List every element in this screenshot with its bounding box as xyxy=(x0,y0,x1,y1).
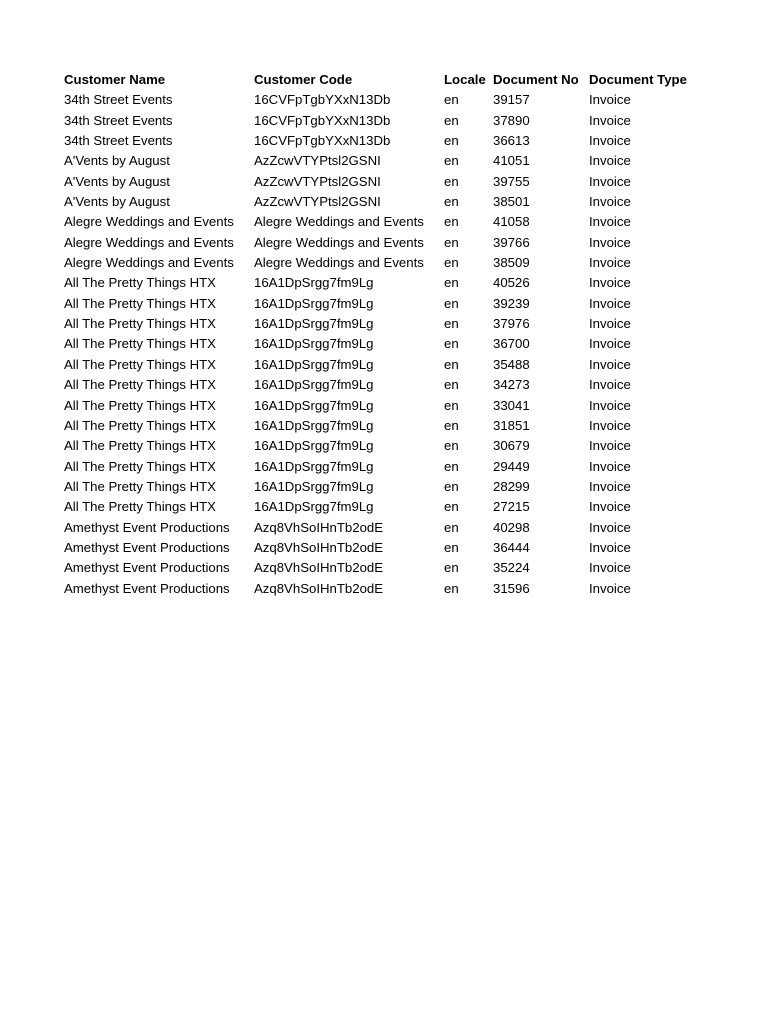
cell-document-no: 38501 xyxy=(493,194,530,210)
cell-document-no: 31596 xyxy=(493,580,530,596)
table-row xyxy=(64,518,744,538)
cell-customer-code: Alegre Weddings and Events xyxy=(254,255,424,271)
table-row xyxy=(64,314,744,334)
cell-customer-code: Azq8VhSoIHnTb2odE xyxy=(254,560,384,576)
table-row xyxy=(64,375,744,395)
cell-document-no: 39755 xyxy=(493,173,530,189)
cell-customer-name: Amethyst Event Productions xyxy=(64,580,230,596)
table-row xyxy=(64,538,744,558)
cell-document-type: Invoice xyxy=(589,377,631,393)
cell-document-no: 39239 xyxy=(493,295,530,311)
cell-locale: en xyxy=(444,539,459,555)
cell-document-type: Invoice xyxy=(589,519,631,535)
table-row xyxy=(64,416,744,436)
cell-customer-code: 16CVFpTgbYXxN13Db xyxy=(254,112,391,128)
cell-locale: en xyxy=(444,275,459,291)
cell-customer-name: All The Pretty Things HTX xyxy=(64,316,216,332)
cell-locale: en xyxy=(444,153,459,169)
cell-locale: en xyxy=(444,580,459,596)
cell-customer-code: 16A1DpSrgg7fm9Lg xyxy=(254,275,374,291)
cell-document-type: Invoice xyxy=(589,458,631,474)
cell-customer-code: AzZcwVTYPtsl2GSNI xyxy=(254,153,381,169)
cell-locale: en xyxy=(444,214,459,230)
cell-document-type: Invoice xyxy=(589,478,631,494)
table-row xyxy=(64,192,744,212)
cell-document-no: 27215 xyxy=(493,499,530,515)
cell-customer-code: Azq8VhSoIHnTb2odE xyxy=(254,539,384,555)
cell-document-type: Invoice xyxy=(589,316,631,332)
table-row xyxy=(64,172,744,192)
cell-document-type: Invoice xyxy=(589,438,631,454)
cell-document-type: Invoice xyxy=(589,92,631,108)
cell-document-type: Invoice xyxy=(589,234,631,250)
cell-customer-name: All The Pretty Things HTX xyxy=(64,458,216,474)
cell-customer-code: 16A1DpSrgg7fm9Lg xyxy=(254,295,374,311)
table-row xyxy=(64,497,744,517)
cell-customer-name: A'Vents by August xyxy=(64,173,170,189)
customer-documents-table xyxy=(64,70,744,599)
cell-document-type: Invoice xyxy=(589,153,631,169)
cell-locale: en xyxy=(444,316,459,332)
cell-customer-code: Azq8VhSoIHnTb2odE xyxy=(254,580,384,596)
cell-locale: en xyxy=(444,356,459,372)
cell-document-type: Invoice xyxy=(589,560,631,576)
cell-locale: en xyxy=(444,234,459,250)
cell-document-no: 36613 xyxy=(493,133,530,149)
cell-document-type: Invoice xyxy=(589,356,631,372)
cell-document-type: Invoice xyxy=(589,173,631,189)
cell-customer-code: Alegre Weddings and Events xyxy=(254,214,424,230)
cell-customer-code: 16A1DpSrgg7fm9Lg xyxy=(254,397,374,413)
table-row xyxy=(64,90,744,110)
cell-document-no: 34273 xyxy=(493,377,530,393)
cell-locale: en xyxy=(444,295,459,311)
cell-locale: en xyxy=(444,112,459,128)
table-row xyxy=(64,579,744,599)
table-row xyxy=(64,355,744,375)
cell-locale: en xyxy=(444,478,459,494)
cell-document-type: Invoice xyxy=(589,580,631,596)
header-document-type: Document Type xyxy=(589,72,687,87)
table-row xyxy=(64,212,744,232)
cell-customer-name: A'Vents by August xyxy=(64,153,170,169)
cell-locale: en xyxy=(444,397,459,413)
cell-document-no: 31851 xyxy=(493,417,530,433)
cell-locale: en xyxy=(444,560,459,576)
cell-locale: en xyxy=(444,519,459,535)
header-customer-name: Customer Name xyxy=(64,72,166,87)
cell-customer-name: Alegre Weddings and Events xyxy=(64,234,234,250)
cell-document-no: 40526 xyxy=(493,275,530,291)
cell-document-type: Invoice xyxy=(589,417,631,433)
cell-customer-code: AzZcwVTYPtsl2GSNI xyxy=(254,173,381,189)
cell-customer-name: All The Pretty Things HTX xyxy=(64,417,216,433)
cell-document-no: 39157 xyxy=(493,92,530,108)
cell-customer-code: 16CVFpTgbYXxN13Db xyxy=(254,133,391,149)
cell-document-type: Invoice xyxy=(589,295,631,311)
cell-locale: en xyxy=(444,194,459,210)
table-row xyxy=(64,253,744,273)
cell-customer-name: Amethyst Event Productions xyxy=(64,560,230,576)
cell-customer-name: All The Pretty Things HTX xyxy=(64,295,216,311)
cell-customer-code: 16A1DpSrgg7fm9Lg xyxy=(254,336,374,352)
cell-document-no: 41058 xyxy=(493,214,530,230)
table-row xyxy=(64,558,744,578)
cell-customer-code: 16A1DpSrgg7fm9Lg xyxy=(254,478,374,494)
cell-document-no: 41051 xyxy=(493,153,530,169)
cell-locale: en xyxy=(444,336,459,352)
cell-customer-name: All The Pretty Things HTX xyxy=(64,356,216,372)
table-row xyxy=(64,396,744,416)
cell-document-type: Invoice xyxy=(589,336,631,352)
cell-document-type: Invoice xyxy=(589,539,631,555)
cell-customer-name: 34th Street Events xyxy=(64,92,173,108)
cell-document-no: 30679 xyxy=(493,438,530,454)
cell-locale: en xyxy=(444,173,459,189)
table-row xyxy=(64,457,744,477)
cell-document-type: Invoice xyxy=(589,275,631,291)
header-row xyxy=(64,70,744,90)
cell-document-type: Invoice xyxy=(589,397,631,413)
cell-locale: en xyxy=(444,417,459,433)
cell-locale: en xyxy=(444,255,459,271)
cell-customer-code: AzZcwVTYPtsl2GSNI xyxy=(254,194,381,210)
header-customer-code: Customer Code xyxy=(254,72,353,87)
cell-locale: en xyxy=(444,92,459,108)
cell-customer-name: All The Pretty Things HTX xyxy=(64,397,216,413)
cell-customer-code: 16A1DpSrgg7fm9Lg xyxy=(254,499,374,515)
cell-customer-code: 16A1DpSrgg7fm9Lg xyxy=(254,356,374,372)
cell-document-no: 38509 xyxy=(493,255,530,271)
table-row xyxy=(64,334,744,354)
spreadsheet-page xyxy=(64,70,744,599)
table-row xyxy=(64,151,744,171)
header-locale: Locale xyxy=(444,72,486,87)
table-body xyxy=(64,90,744,599)
cell-document-no: 33041 xyxy=(493,397,530,413)
table-row xyxy=(64,233,744,253)
cell-customer-name: Amethyst Event Productions xyxy=(64,539,230,555)
cell-customer-code: 16A1DpSrgg7fm9Lg xyxy=(254,458,374,474)
cell-customer-code: 16A1DpSrgg7fm9Lg xyxy=(254,438,374,454)
cell-document-type: Invoice xyxy=(589,214,631,230)
cell-customer-name: All The Pretty Things HTX xyxy=(64,478,216,494)
cell-locale: en xyxy=(444,438,459,454)
table-row xyxy=(64,111,744,131)
table-row xyxy=(64,294,744,314)
cell-locale: en xyxy=(444,458,459,474)
cell-document-no: 28299 xyxy=(493,478,530,494)
cell-customer-name: Alegre Weddings and Events xyxy=(64,255,234,271)
cell-document-no: 35488 xyxy=(493,356,530,372)
cell-document-no: 39766 xyxy=(493,234,530,250)
cell-document-no: 35224 xyxy=(493,560,530,576)
table-row xyxy=(64,477,744,497)
cell-customer-code: Azq8VhSoIHnTb2odE xyxy=(254,519,384,535)
cell-locale: en xyxy=(444,133,459,149)
cell-customer-name: A'Vents by August xyxy=(64,194,170,210)
cell-customer-name: All The Pretty Things HTX xyxy=(64,438,216,454)
cell-customer-name: 34th Street Events xyxy=(64,112,173,128)
table-row xyxy=(64,273,744,293)
table-row xyxy=(64,131,744,151)
cell-document-type: Invoice xyxy=(589,194,631,210)
header-document-no: Document No xyxy=(493,72,579,87)
cell-customer-code: 16A1DpSrgg7fm9Lg xyxy=(254,377,374,393)
cell-customer-name: Amethyst Event Productions xyxy=(64,519,230,535)
cell-document-type: Invoice xyxy=(589,133,631,149)
cell-customer-code: 16A1DpSrgg7fm9Lg xyxy=(254,316,374,332)
cell-customer-name: All The Pretty Things HTX xyxy=(64,275,216,291)
table-row xyxy=(64,436,744,456)
cell-document-no: 37976 xyxy=(493,316,530,332)
cell-customer-code: 16CVFpTgbYXxN13Db xyxy=(254,92,391,108)
cell-document-type: Invoice xyxy=(589,112,631,128)
cell-document-no: 36444 xyxy=(493,539,530,555)
cell-document-no: 37890 xyxy=(493,112,530,128)
cell-locale: en xyxy=(444,377,459,393)
cell-customer-code: Alegre Weddings and Events xyxy=(254,234,424,250)
cell-document-no: 36700 xyxy=(493,336,530,352)
cell-document-no: 29449 xyxy=(493,458,530,474)
cell-document-no: 40298 xyxy=(493,519,530,535)
cell-customer-name: Alegre Weddings and Events xyxy=(64,214,234,230)
cell-document-type: Invoice xyxy=(589,499,631,515)
cell-customer-name: All The Pretty Things HTX xyxy=(64,499,216,515)
cell-document-type: Invoice xyxy=(589,255,631,271)
cell-customer-name: 34th Street Events xyxy=(64,133,173,149)
cell-customer-name: All The Pretty Things HTX xyxy=(64,336,216,352)
cell-customer-name: All The Pretty Things HTX xyxy=(64,377,216,393)
cell-locale: en xyxy=(444,499,459,515)
cell-customer-code: 16A1DpSrgg7fm9Lg xyxy=(254,417,374,433)
